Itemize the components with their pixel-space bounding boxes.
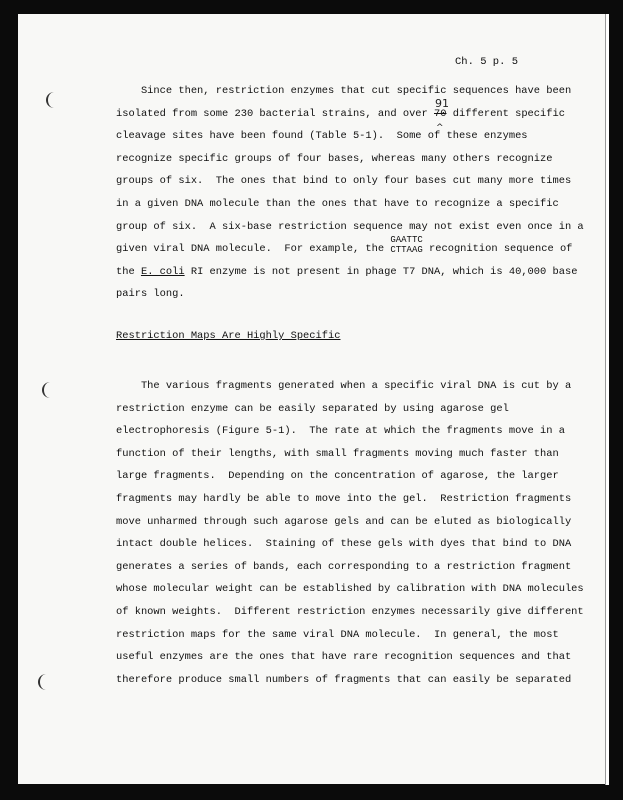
paragraph-1 — [116, 80, 584, 306]
recognition-sequence: GAATTC CTTAAG — [390, 235, 423, 256]
paragraph-2-line: fragments may hardly be able to move into the gel. Restriction fragments — [116, 492, 572, 505]
paragraph-1-line: given viral DNA molecule. For example, the GAATTC CTTAAG recognition sequence of — [116, 235, 573, 256]
paragraph-2-line: large fragments. Depending on the concentration of agarose, the larger — [116, 470, 559, 483]
paragraph-1-line: Since then, restriction enzymes that cut specific sequences have been — [116, 85, 572, 97]
binder-hole-middle — [42, 382, 54, 398]
paragraph-1-line: recognize specific groups of four bases, whereas many others recognize — [116, 152, 553, 165]
struck-number: 70 — [434, 107, 447, 120]
paragraph-2-line: generates a series of bands, each corresponding to a restriction fragment — [116, 560, 572, 573]
paragraph-1-line: group of six. A six-base restriction sequence may not exist even once in a — [116, 220, 584, 233]
binder-hole-bottom — [38, 674, 50, 690]
paragraph-1-line: groups of six. The ones that bind to only four bases cut many more times — [116, 175, 572, 188]
paragraph-1-line: pairs long. — [116, 288, 185, 301]
page-header: Ch. 5 p. 5 — [455, 56, 519, 68]
caret-mark: ^ — [436, 122, 444, 133]
paragraph-1-line: the E. coli RI enzyme is not present in phage T7 DNA, which is 40,000 base — [116, 265, 578, 278]
paragraph-1-line: in a given DNA molecule than the ones that have to recognize a specific — [116, 197, 559, 210]
section-heading: Restriction Maps Are Highly Specific — [116, 330, 341, 342]
paragraph-2-line: therefore produce small numbers of fragments that can easily be separated — [116, 673, 572, 686]
paragraph-2-line: restriction enzyme can be easily separated by using agarose gel — [116, 402, 509, 415]
page-edge — [605, 14, 609, 785]
paragraph-1-line: isolated from some 230 bacterial strains, and over 70 91 ^ different specific — [116, 103, 546, 126]
paragraph-2-line: move unharmed through such agarose gels and can be eluted as biologically — [116, 515, 572, 528]
handwritten-edit — [434, 96, 450, 133]
paragraph-2-line: whose molecular weight can be established by calibration with DNA molecules — [116, 583, 584, 596]
paragraph-2-line: The various fragments generated when a specific viral DNA is cut by a — [116, 380, 572, 392]
paragraph-2 — [116, 375, 584, 691]
paragraph-2-line: intact double helices. Staining of these gels with dyes that bind to DNA — [116, 538, 572, 551]
paragraph-1-line: cleavage sites have been found (Table 5-1). Some of these enzymes — [116, 130, 528, 143]
paragraph-2-line: useful enzymes are the ones that have rare recognition sequences and that — [116, 651, 572, 664]
binder-hole-top — [46, 92, 58, 108]
paragraph-2-line: of known weights. Different restriction enzymes necessarily give different — [116, 605, 584, 618]
organism-name: E. coli — [140, 265, 185, 278]
inserted-number: 91 — [435, 96, 450, 110]
paragraph-2-line: function of their lengths, with small fragments moving much faster than — [116, 447, 559, 460]
paragraph-2-line: electrophoresis (Figure 5-1). The rate at which the fragments move in a — [116, 425, 565, 438]
paragraph-2-line: restriction maps for the same viral DNA molecule. In general, the most — [116, 628, 559, 641]
